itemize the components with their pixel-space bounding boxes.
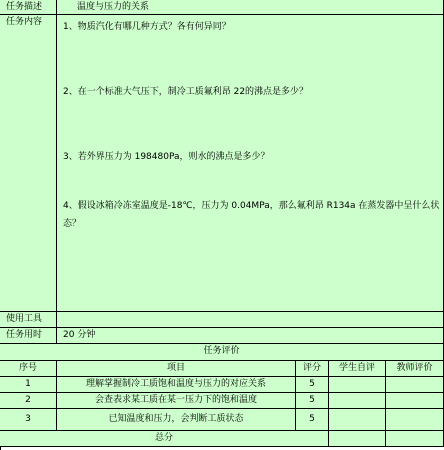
total-teacher-eval[interactable] [386,431,444,447]
question-4: 4、假设冰箱冷冻室温度是-18℃，压力为 0.04MPa，那么氟利昂 R134a 在蒸发器中呈什么状态？ [63,201,440,229]
table-row-no: 2 [0,393,57,409]
table-row-no: 1 [0,377,57,393]
table-row-no: 3 [0,409,57,431]
table-row-item: 理解掌握制冷工质饱和温度与压力的对应关系 [57,377,296,393]
question-2: 2、在一个标准大气压下，制冷工质氟利昂 22的沸点是多少？ [63,87,309,97]
table-row-self-eval[interactable] [329,393,386,409]
header-no: 序号 [0,361,57,377]
question-3: 3、若外界压力为 198480Pa，则水的沸点是多少？ [63,152,270,162]
desc-label: 任务描述 [0,0,57,15]
table-row-item: 已知温度和压力，会判断工质状态 [57,409,296,431]
header-self-eval: 学生自评 [329,361,386,377]
header-score: 评分 [296,361,329,377]
tools-value [57,312,444,328]
desc-value: 温度与压力的关系 [57,0,444,15]
total-self-eval[interactable] [329,431,386,447]
table-row-score: 5 [296,393,329,409]
tools-label: 使用工具 [0,312,57,328]
table-row-score: 5 [296,409,329,431]
time-label: 任务用时 [0,328,57,344]
table-row-teacher-eval[interactable] [386,377,444,393]
table-row-self-eval[interactable] [329,377,386,393]
content-questions [57,15,444,312]
table-row-teacher-eval[interactable] [386,409,444,431]
time-value: 20 分钟 [57,328,444,344]
table-row-teacher-eval[interactable] [386,393,444,409]
header-item: 项目 [57,361,296,377]
total-label: 总分 [0,431,329,447]
table-row-self-eval[interactable] [329,409,386,431]
content-label: 任务内容 [0,15,57,312]
question-1: 1、物质汽化有哪几种方式？各有何异同？ [63,22,231,32]
header-teacher-eval: 教师评价 [386,361,444,377]
table-row-score: 5 [296,377,329,393]
table-row-item: 会查表求某工质在某一压力下的饱和温度 [57,393,296,409]
evaluation-title: 任务评价 [0,344,444,361]
